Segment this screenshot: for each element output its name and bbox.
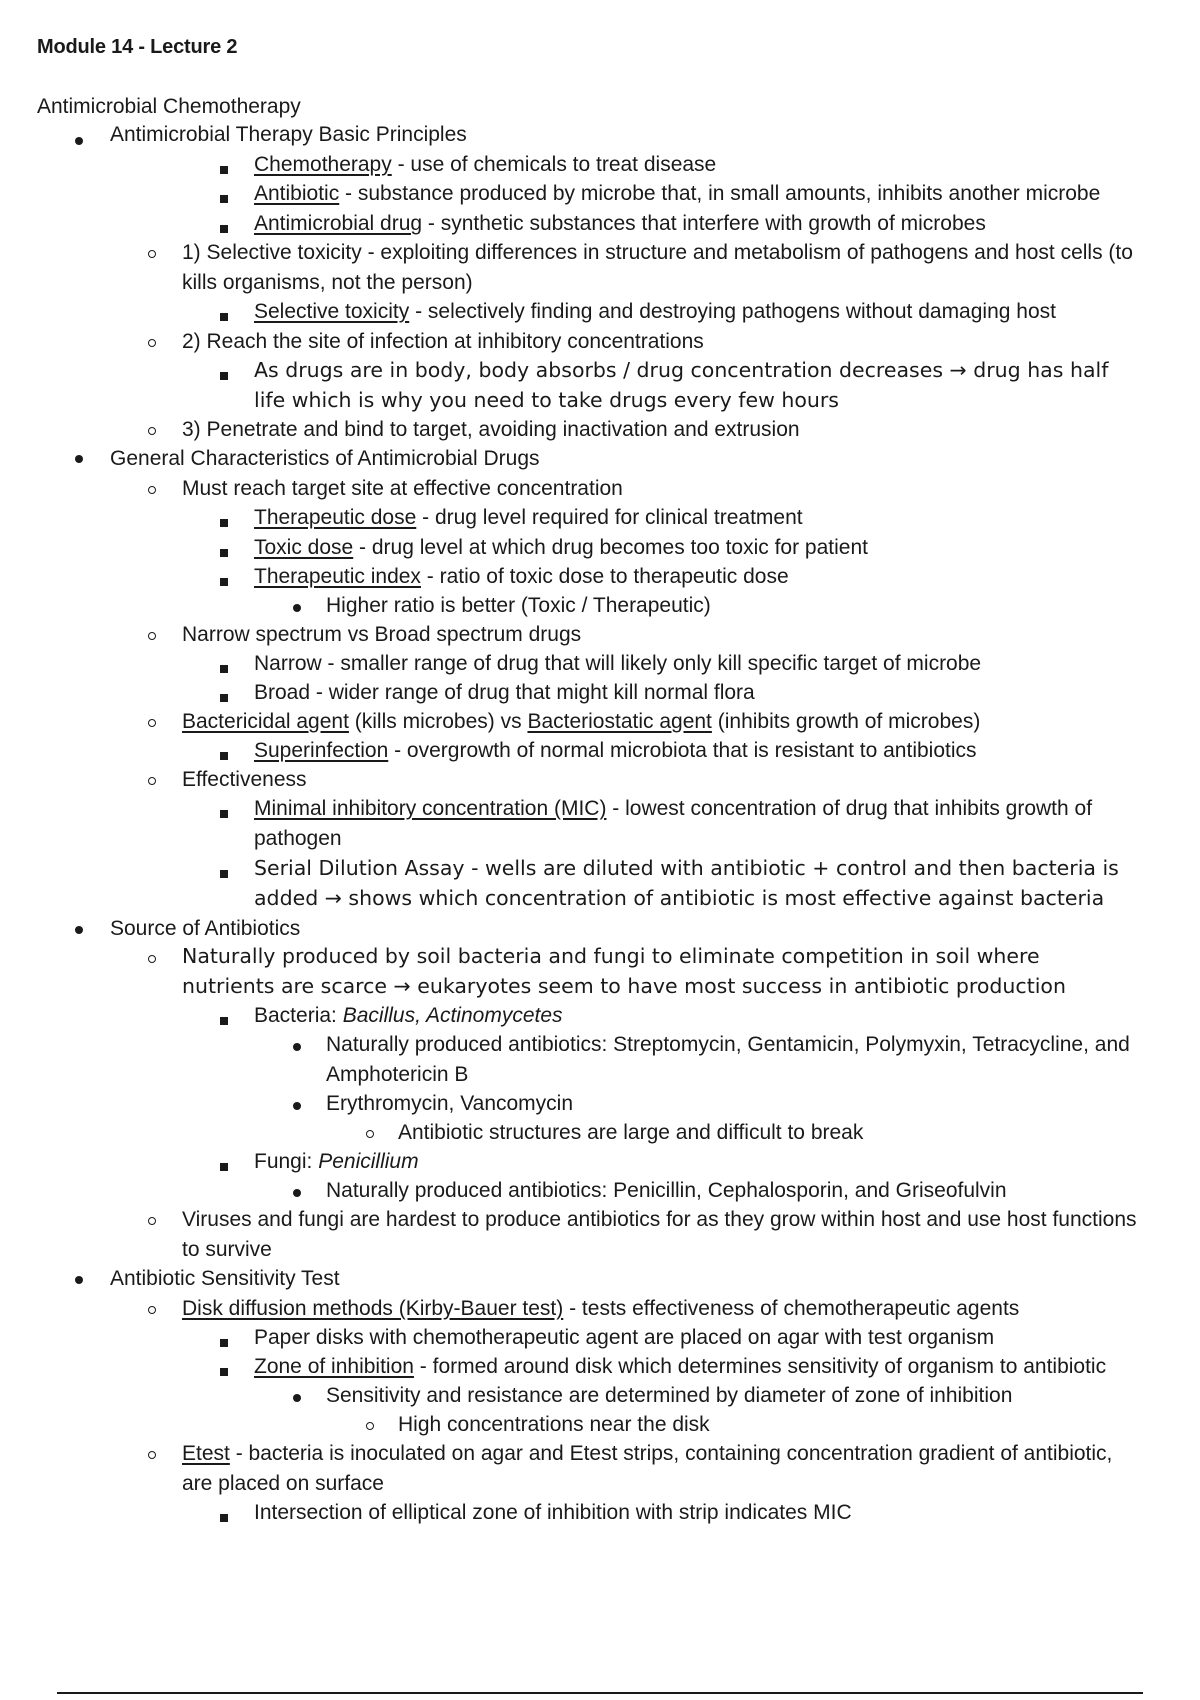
list-item: 3) Penetrate and bind to target, avoiding inactivation and extrusion: [182, 418, 800, 441]
section-heading: Antibiotic Sensitivity Test: [110, 1267, 340, 1290]
list-item: Narrow - smaller range of drug that will likely only kill specific target of microbe: [254, 652, 982, 675]
definition: - substance produced by microbe that, in small amounts, inhibits another microbe: [339, 182, 1101, 205]
list-item-continuation: pathogen: [254, 827, 342, 850]
term: Etest: [182, 1442, 230, 1465]
bullet-dot: [293, 1394, 301, 1402]
label: Bacteria:: [254, 1004, 343, 1027]
list-item: Higher ratio is better (Toxic / Therapeutic): [326, 594, 711, 617]
text: (inhibits growth of microbes): [711, 710, 981, 733]
term: Superinfection: [254, 739, 389, 762]
bullet-square: [220, 752, 228, 760]
list-item: [254, 563, 789, 591]
term: Minimal inhibitory concentration (MIC): [254, 797, 607, 820]
bullet-square: [220, 519, 228, 527]
bullet-square: [220, 166, 228, 174]
bullet-square: [220, 225, 228, 233]
term: Selective toxicity: [254, 300, 410, 323]
bullet-circle: [148, 1306, 156, 1314]
definition: - synthetic substances that interfere with growth of microbes: [422, 212, 986, 235]
list-item-continuation: to survive: [182, 1238, 272, 1261]
bullet-square: [220, 665, 228, 673]
bullet-dot: [75, 926, 83, 934]
bullet-square: [220, 1339, 228, 1347]
bullet-dot: [293, 1043, 301, 1051]
list-item: [254, 534, 868, 562]
list-item: Narrow spectrum vs Broad spectrum drugs: [182, 623, 582, 646]
definition: - drug level required for clinical treatment: [416, 506, 803, 529]
term: Chemotherapy: [254, 153, 392, 176]
bullet-circle: [366, 1130, 374, 1138]
bullet-square: [220, 694, 228, 702]
bullet-circle: [366, 1422, 374, 1430]
list-item: Naturally produced by soil bacteria and fungi to eliminate competition in soil where: [182, 944, 1040, 968]
bullet-square: [220, 870, 228, 878]
list-item: Viruses and fungi are hardest to produce antibiotics for as they grow within host and use host functions: [182, 1208, 1137, 1231]
bullet-circle: [148, 250, 156, 258]
list-item: Paper disks with chemotherapeutic agent are placed on agar with test organism: [254, 1326, 995, 1349]
term: Toxic dose: [254, 536, 354, 559]
bullet-circle: [148, 777, 156, 785]
list-item-continuation: nutrients are scarce → eukaryotes seem to have most success in antibiotic production: [182, 974, 1066, 998]
list-item: Broad - wider range of drug that might kill normal flora: [254, 681, 755, 704]
definition: - overgrowth of normal microbiota that is resistant to antibiotics: [388, 739, 977, 762]
bullet-square: [220, 549, 228, 557]
term: Bactericidal agent: [182, 710, 349, 733]
bullet-dot: [75, 455, 83, 463]
list-item: Naturally produced antibiotics: Streptomycin, Gentamicin, Polymyxin, Tetracycline, and: [326, 1033, 1130, 1056]
definition: - drug level at which drug becomes too toxic for patient: [353, 536, 868, 559]
list-item: [254, 1002, 563, 1030]
term: Antibiotic: [254, 182, 340, 205]
bullet-dot: [75, 1276, 83, 1284]
section-heading: General Characteristics of Antimicrobial Drugs: [110, 447, 540, 470]
bullet-square: [220, 810, 228, 818]
bullet-dot: [293, 1102, 301, 1110]
definition: - tests effectiveness of chemotherapeutic agents: [563, 1297, 1020, 1320]
list-item: As drugs are in body, body absorbs / drug concentration decreases → drug has half: [254, 358, 1109, 382]
bullet-circle: [148, 719, 156, 727]
bullet-circle: [148, 632, 156, 640]
definition: - selectively finding and destroying pathogens without damaging host: [409, 300, 1056, 323]
bullet-dot: [75, 137, 83, 145]
list-item: [254, 795, 1092, 823]
list-item: Naturally produced antibiotics: Penicillin, Cephalosporin, and Griseofulvin: [326, 1179, 1007, 1202]
list-item: Sensitivity and resistance are determined by diameter of zone of inhibition: [326, 1384, 1013, 1407]
definition: - lowest concentration of drug that inhibits growth of: [606, 797, 1093, 820]
bullet-dot: [293, 604, 301, 612]
bullet-circle: [148, 955, 156, 963]
term: Zone of inhibition: [254, 1355, 414, 1378]
list-item: [254, 298, 1056, 326]
bullet-circle: [148, 486, 156, 494]
list-item: Antibiotic structures are large and difficult to break: [398, 1121, 864, 1144]
list-item: High concentrations near the disk: [398, 1413, 710, 1436]
bullet-square: [220, 1017, 228, 1025]
bullet-square: [220, 372, 228, 380]
label: Fungi:: [254, 1150, 319, 1173]
genus: Bacillus, Actinomycetes: [342, 1004, 563, 1027]
definition: - formed around disk which determines sensitivity of organism to antibiotic: [413, 1355, 1107, 1378]
footer-divider: [57, 1692, 1143, 1694]
list-item: [254, 737, 977, 765]
list-item: [254, 180, 1100, 208]
bullet-dot: [293, 1189, 301, 1197]
page-title: Module 14 - Lecture 2: [37, 36, 238, 58]
definition: - use of chemicals to treat disease: [391, 153, 717, 176]
bullet-square: [220, 195, 228, 203]
list-item: [254, 151, 716, 179]
bullet-circle: [148, 427, 156, 435]
bullet-square: [220, 578, 228, 586]
list-item-continuation: added → shows which concentration of antibiotic is most effective against bacteria: [254, 886, 1105, 910]
section-heading: Source of Antibiotics: [110, 917, 301, 940]
list-item: Must reach target site at effective concentration: [182, 477, 623, 500]
definition: - ratio of toxic dose to therapeutic dose: [420, 565, 789, 588]
list-item: [254, 1353, 1106, 1381]
genus: Penicillium: [318, 1150, 419, 1173]
list-item-continuation: kills organisms, not the person): [182, 271, 473, 294]
list-item: 1) Selective toxicity - exploiting differences in structure and metabolism of pathogens and host cells (to: [182, 241, 1133, 264]
list-item: Erythromycin, Vancomycin: [326, 1092, 574, 1115]
bullet-square: [220, 1163, 228, 1171]
term: Bacteriostatic agent: [527, 710, 712, 733]
bullet-square: [220, 1368, 228, 1376]
list-item: Effectiveness: [182, 768, 307, 791]
definition: - bacteria is inoculated on agar and Etest strips, containing concentration gradient of antibiotic,: [229, 1442, 1113, 1465]
term: Antimicrobial drug: [254, 212, 423, 235]
list-item-continuation: life which is why you need to take drugs every few hours: [254, 388, 839, 412]
list-item: [182, 1440, 1112, 1468]
list-item-continuation: Amphotericin B: [326, 1063, 469, 1086]
text: (kills microbes) vs: [348, 710, 528, 733]
list-item: [182, 708, 980, 736]
bullet-square: [220, 1514, 228, 1522]
term: Therapeutic dose: [254, 506, 417, 529]
list-item-continuation: are placed on surface: [182, 1472, 384, 1495]
bullet-square: [220, 313, 228, 321]
term: Disk diffusion methods (Kirby-Bauer test): [182, 1297, 564, 1320]
list-item: Intersection of elliptical zone of inhibition with strip indicates MIC: [254, 1501, 852, 1524]
bullet-circle: [148, 1217, 156, 1225]
section-heading: Antimicrobial Therapy Basic Principles: [110, 123, 467, 146]
list-item: [254, 1148, 419, 1176]
subject-heading: Antimicrobial Chemotherapy: [37, 95, 301, 118]
list-item: [254, 210, 986, 238]
list-item: 2) Reach the site of infection at inhibitory concentrations: [182, 330, 704, 353]
bullet-circle: [148, 1451, 156, 1459]
list-item: [254, 504, 803, 532]
bullet-circle: [148, 339, 156, 347]
list-item: Serial Dilution Assay - wells are diluted with antibiotic + control and then bacteria is: [254, 856, 1119, 880]
list-item: [182, 1295, 1019, 1323]
term: Therapeutic index: [254, 565, 421, 588]
